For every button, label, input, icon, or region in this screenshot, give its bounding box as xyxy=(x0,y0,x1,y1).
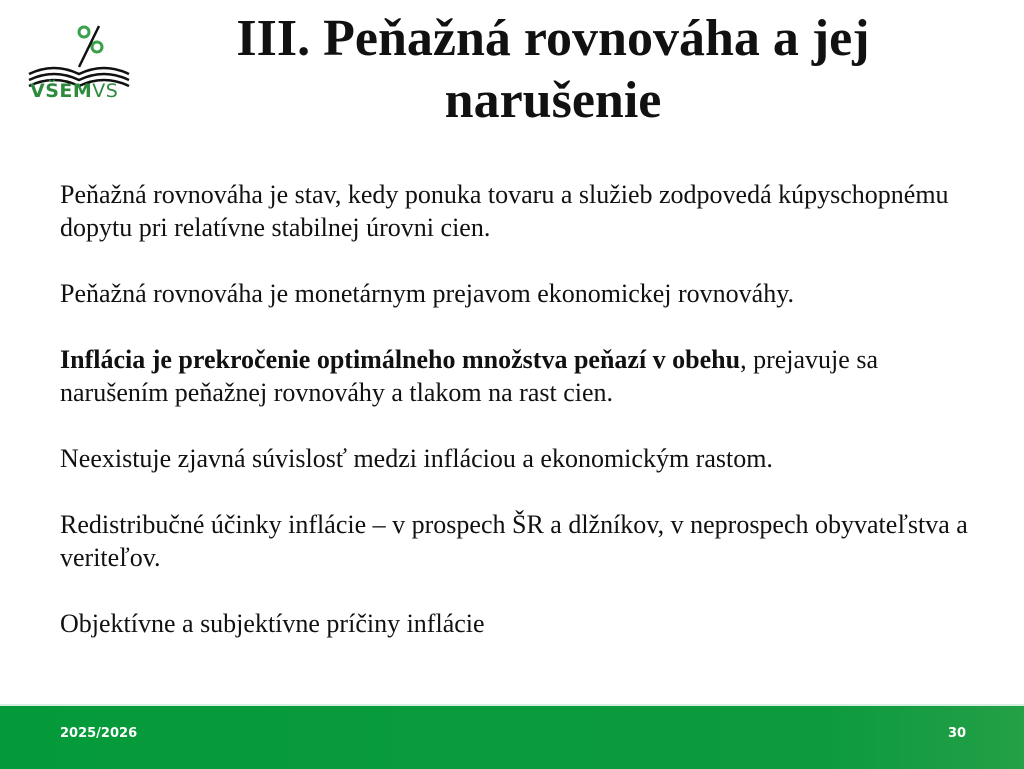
title-line-1: III. Peňažná rovnováha a jej xyxy=(236,10,870,67)
paragraph-redistribution: Redistribučné účinky inflácie – v prospech ŠR a dlžníkov, v neprospech obyvateľstva a veriteľov. xyxy=(60,510,968,572)
paragraph-inflation xyxy=(60,343,990,409)
paragraph-monetary: Peňažná rovnováha je monetárnym prejavom ekonomickej rovnováhy. xyxy=(60,279,795,308)
slide-body xyxy=(60,178,990,673)
title-line-2: narušenie xyxy=(444,72,662,129)
logo-text-bold: VŠEM xyxy=(30,80,93,102)
paragraph-causes: Objektívne a subjektívne príčiny inflácie xyxy=(60,609,485,638)
inflation-definition-bold: Inflácia je prekročenie optimálneho množstva peňazí v obehu xyxy=(60,345,741,374)
paragraph-definition: Peňažná rovnováha je stav, kedy ponuka tovaru a služieb zodpovedá kúpyschopnému dopytu pri relatívne stabilnej úrovni cien. xyxy=(60,180,949,242)
footer-year: 2025/2026 xyxy=(60,726,138,741)
logo-text-light: VS xyxy=(92,80,119,102)
footer-bar xyxy=(0,704,1024,769)
slide-title xyxy=(150,8,956,132)
page-number: 30 xyxy=(948,726,967,741)
logo-text xyxy=(30,80,118,102)
paragraph-growth: Neexistuje zjavná súvislosť medzi infláciou a ekonomickým rastom. xyxy=(60,444,773,473)
inflation-definition-rest: , prejavuje sa narušením peňažnej rovnováhy a tlakom na rast cien. xyxy=(60,345,878,407)
